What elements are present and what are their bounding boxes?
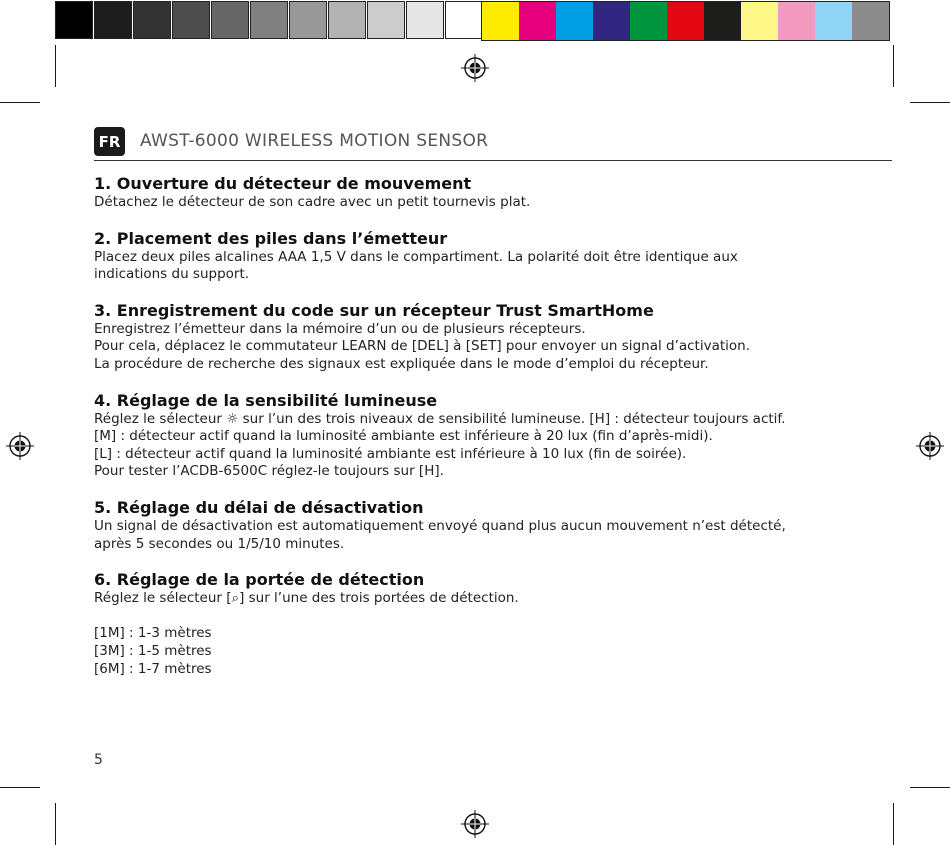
instruction-section [94,301,894,374]
section-heading: 1. Ouverture du détecteur de mouvement [94,174,472,193]
instruction-section [94,391,894,481]
section-text: Placez deux piles alcalines AAA 1,5 V dans le compartiment. La polarité doit être identique aux [94,248,738,265]
color-swatch [482,2,519,40]
language-badge: FR [94,127,125,156]
section-heading: 2. Placement des piles dans l’émetteur [94,228,448,248]
section-text: La procédure de recherche des signaux est expliquée dans le mode d’emploi du récepteur. [94,355,709,372]
section-text: [L] : détecteur actif quand la luminosité ambiante est inférieure à 10 lux (fin de soirée). [94,445,687,462]
section-heading: 4. Réglage de la sensibilité lumineuse [94,390,438,410]
color-swatch [328,1,366,39]
registration-mark-icon [5,431,35,461]
color-swatch [556,2,593,40]
color-swatch [704,2,741,40]
section-text: Pour tester l’ACDB-6500C réglez-le toujours sur [H]. [94,463,444,480]
color-swatch [289,1,327,39]
color-swatch [55,1,93,39]
instruction-section [94,174,894,212]
document-title: AWST-6000 WIRELESS MOTION SENSOR [140,131,489,151]
crop-mark [0,787,40,788]
crop-mark [910,102,950,103]
instruction-section [94,498,894,553]
section-heading: 6. Réglage de la portée de détection [94,570,425,590]
registration-mark-icon [460,809,490,839]
section-text: Réglez le sélecteur ☼ sur l’un des trois niveaux de sensibilité lumineuse. [H] : détecteur toujours actif. [94,410,786,427]
section-text: [1M] : 1-3 mètres [94,625,212,642]
color-swatch [133,1,171,39]
section-text: Détachez le détecteur de son cadre avec un petit tournevis plat. [94,194,531,210]
header-divider [94,160,892,161]
color-swatch [94,1,132,39]
crop-mark [893,45,894,87]
section-text: indications du support. [94,266,250,283]
grayscale-swatches [55,1,484,39]
section-text: Pour cela, déplacez le commutateur LEARN de [DEL] à [SET] pour envoyer un signal d’activation. [94,338,751,355]
color-swatch [630,2,667,40]
section-text: Un signal de désactivation est automatiquement envoyé quand plus aucun mouvement n’est détecté, [94,517,786,534]
color-swatch [172,1,210,39]
color-swatch [367,1,405,39]
color-swatch [445,1,483,39]
color-swatch [667,2,704,40]
page-number: 5 [94,752,103,768]
section-text: Enregistrez l’émetteur dans la mémoire d’un ou de plusieurs récepteurs. [94,320,586,337]
color-swatch [741,2,778,40]
crop-mark [55,45,56,87]
color-swatch [406,1,444,39]
instruction-section [94,570,894,678]
section-text: [M] : détecteur actif quand la luminosité ambiante est inférieure à 20 lux (fin d’après-midi). [94,428,713,445]
color-swatches [481,1,890,41]
crop-mark [55,803,56,845]
color-swatch [778,2,815,40]
section-heading: 3. Enregistrement du code sur un récepteur Trust SmartHome [94,300,654,320]
color-swatch [211,1,249,39]
color-swatch [815,2,852,40]
color-swatch [852,2,889,40]
section-text: Réglez le sélecteur [⌕] sur l’une des trois portées de détection. [94,590,519,607]
crop-mark [910,787,950,788]
section-text: [6M] : 1-7 mètres [94,660,212,677]
section-text: [3M] : 1-5 mètres [94,642,212,659]
registration-mark-icon [460,53,490,83]
color-swatch [593,2,630,40]
instructions-content [94,174,894,695]
crop-mark [0,102,40,103]
section-heading: 5. Réglage du délai de désactivation [94,497,424,517]
registration-mark-icon [915,431,945,461]
color-swatch [519,2,556,40]
blank-line [94,608,894,626]
instruction-section [94,229,894,284]
section-text: après 5 secondes ou 1/5/10 minutes. [94,535,345,552]
color-swatch [250,1,288,39]
crop-mark [893,803,894,845]
